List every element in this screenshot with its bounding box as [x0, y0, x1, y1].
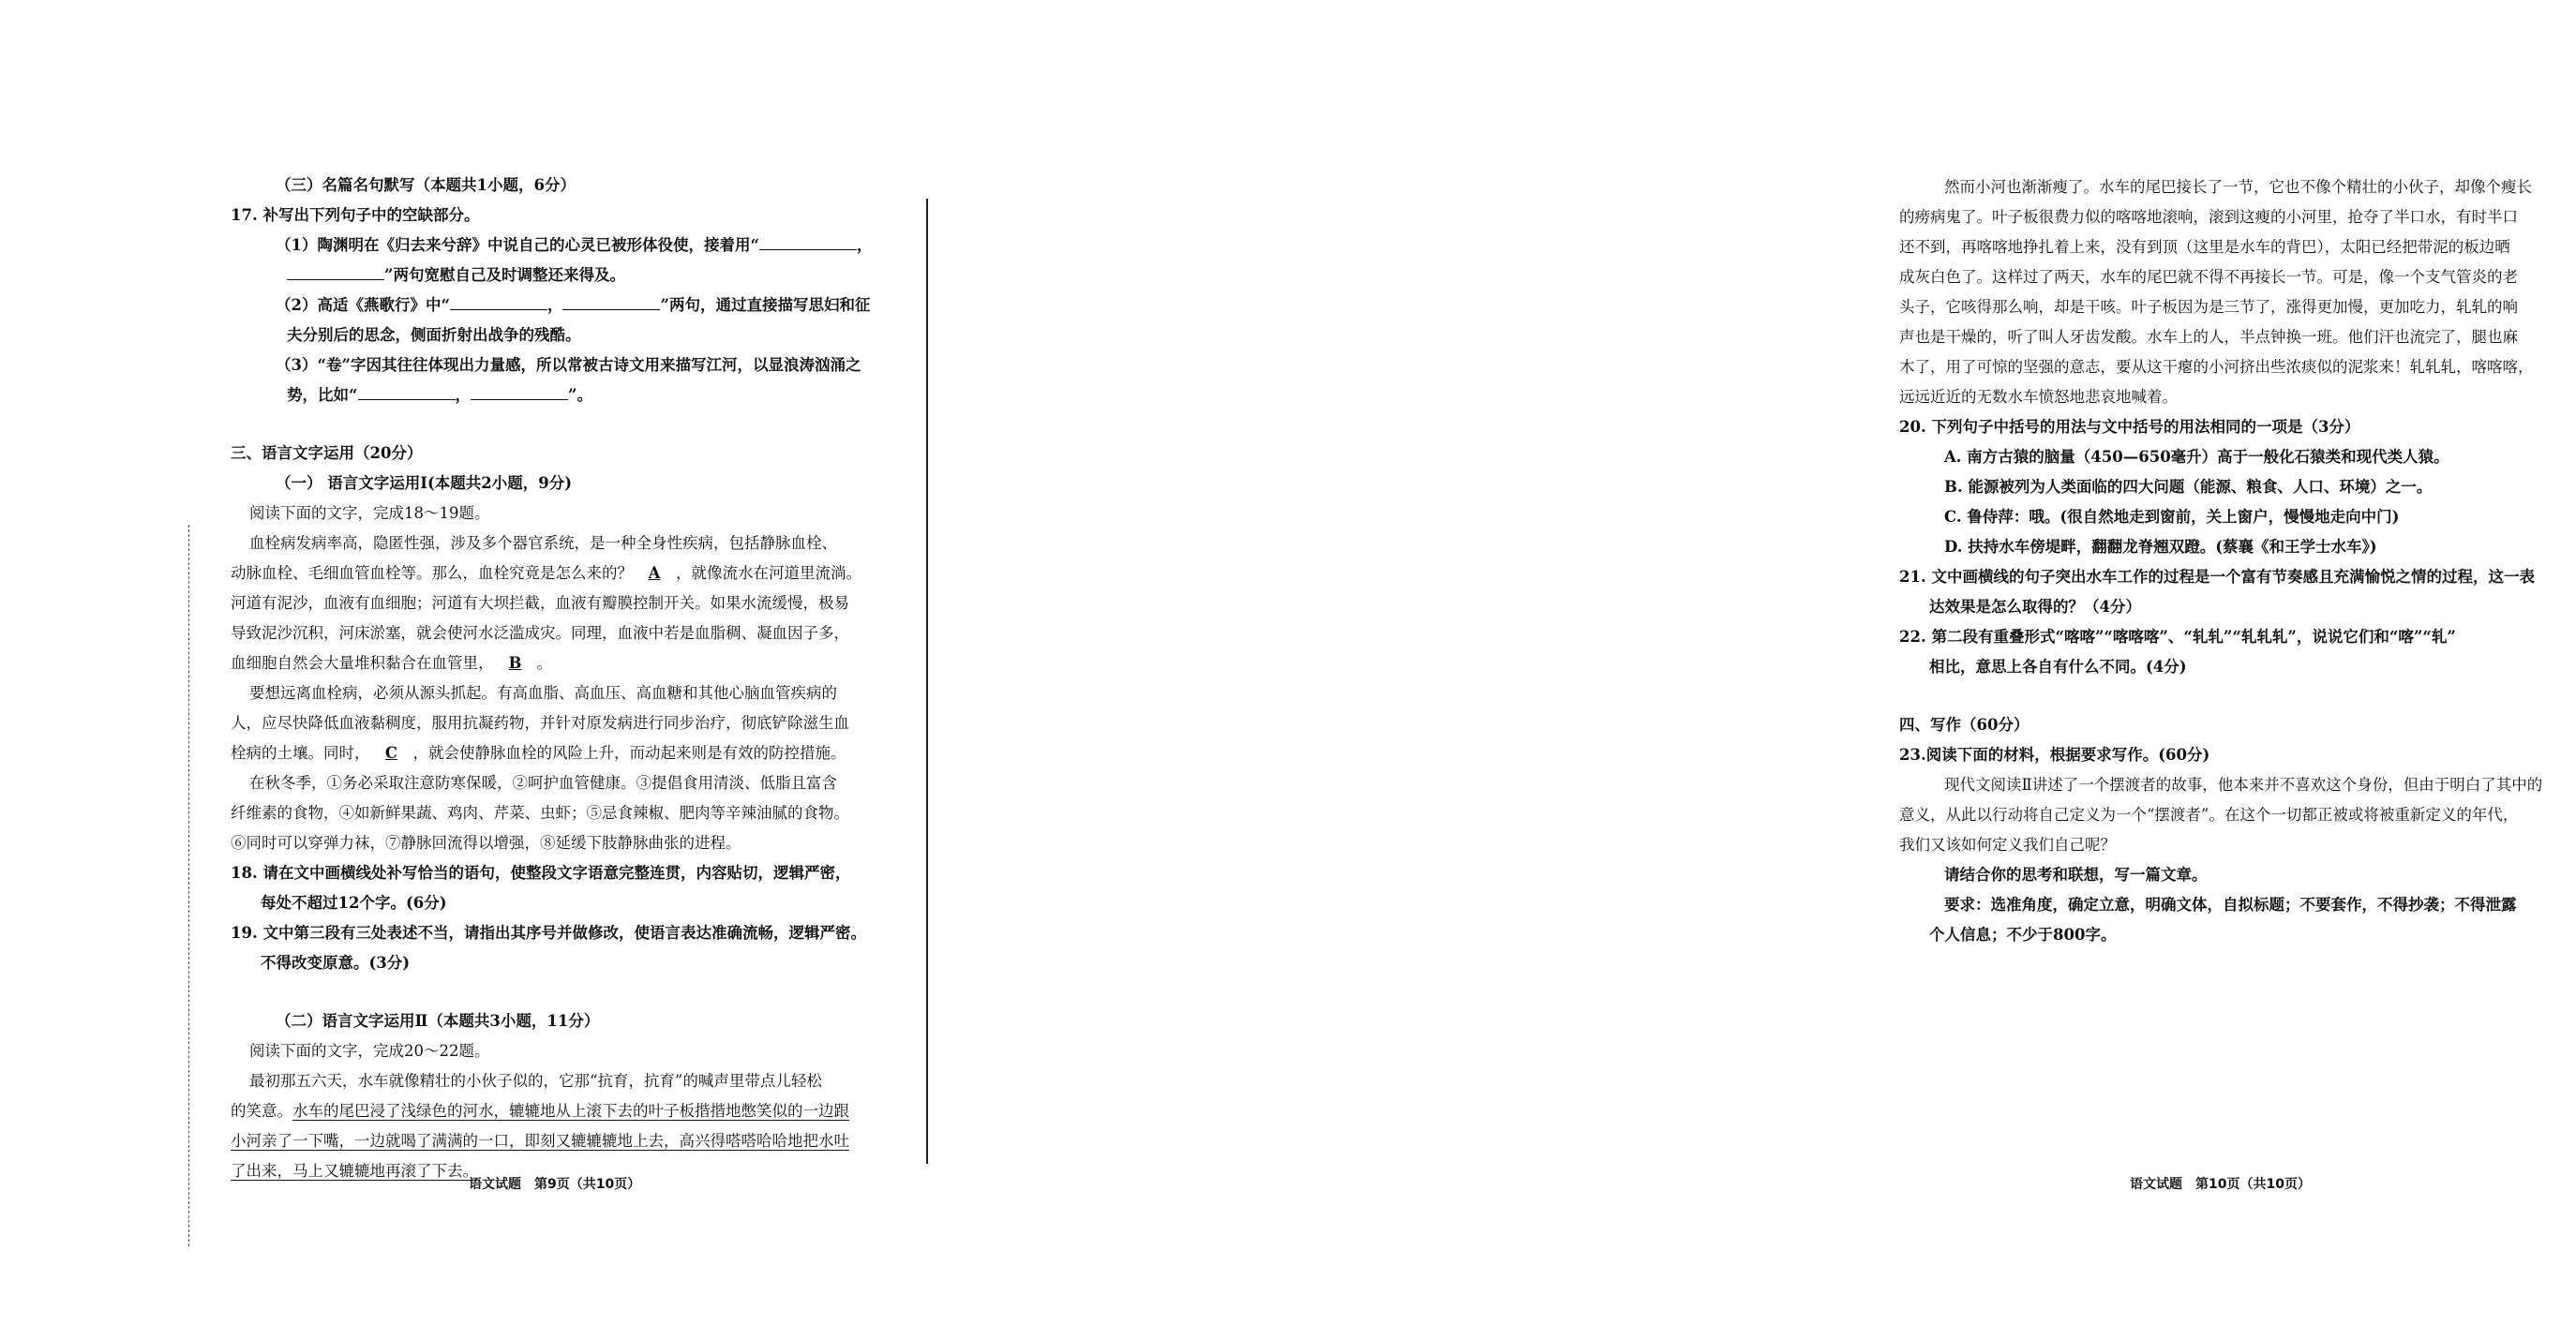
answer-blank[interactable]	[287, 262, 384, 280]
text-line: 木了，用了可惊的坚强的意志，要从这干瘪的小河挤出些浓痰似的泥浆来！轧轧轧，喀喀喀，	[1899, 358, 2534, 376]
text-segment: （2）高适《燕歌行》中“	[276, 296, 450, 314]
text-line: 人，应尽快降低血液黏稠度，服用抗凝药物，并针对原发病进行同步治疗，彻底铲除滋生血	[231, 714, 849, 732]
text-segment: 栓病的土壤。同时，	[231, 744, 370, 762]
text-segment: ，就会使静脉血栓的风险上升，而动起来则是有效的防控措施。	[412, 744, 846, 762]
text-line: 不得改变原意。(3分)	[261, 954, 411, 972]
text-line: 导致泥沙沉积，河床淤塞，就会使河水泛滥成灾。同理，血液中若是血脂稠、凝血因子多，	[231, 624, 849, 642]
text-segment: 动脉血栓、毛细血管血栓等。那么，血栓究竟是怎么来的？	[231, 564, 633, 582]
text-segment: ，	[856, 236, 873, 254]
answer-blank[interactable]	[562, 292, 660, 310]
text-line: 18. 请在文中画横线处补写恰当的语句，使整段文字语意完整连贯，内容贴切，逻辑严密，	[231, 864, 851, 882]
text-line: 纤维素的食物，④如新鲜果蔬、鸡肉、芹菜、虫虾；⑤忌食辣椒、肥肉等辛辣油腻的食物。	[231, 804, 849, 822]
text-line: 四、写作（60分）	[1899, 716, 2029, 734]
page-9-footer: 语文试题 第9页（共10页）	[469, 1177, 641, 1192]
text-line: 声也是干燥的，听了叫人牙齿发酸。水车上的人，半点钟换一班。他们汗也流完了，腿也麻	[1899, 328, 2518, 346]
text-line: 阅读下面的文字，完成20～22题。	[249, 1042, 490, 1060]
section-spacer	[231, 410, 887, 439]
text-line: 要求：选准角度，确定立意，明确文体，自拟标题；不要套作，不得抄袭；不得泄露	[1944, 896, 2517, 914]
text-line: 头子，它咳得那么响，却是干咳。叶子板因为是三节了，涨得更加慢，更加吃力，轧轧的响	[1899, 298, 2518, 316]
text-line: （三）名篇名句默写（本题共1小题，6分）	[276, 176, 576, 194]
text-segment: ，就像流水在河道里流淌。	[676, 564, 861, 582]
text-line	[231, 380, 887, 410]
text-segment: ”两句，通过直接描写思妇和征	[660, 296, 871, 314]
text-line: A. 南方古猿的脑量（450—650毫升）高于一般化石猿类和现代类人猿。	[1944, 448, 2449, 466]
text-line: 还不到，再喀喀地挣扎着上来，没有到顶（这里是水车的背巴），太阳已经把带泥的板边晒	[1899, 238, 2510, 256]
text-segment: ，	[455, 386, 471, 404]
text-line: 个人信息；不少于800字。	[1929, 926, 2117, 944]
text-line: 阅读下面的文字，完成18～19题。	[249, 504, 490, 522]
text-line: 21. 文中画横线的句子突出水车工作的过程是一个富有节奏感且充满愉悦之情的过程，这一表	[1899, 568, 2535, 586]
text-line: ⑥同时可以穿弹力袜，⑦静脉回流得以增强，⑧延缓下肢静脉曲张的进程。	[231, 834, 741, 852]
text-segment: 。	[536, 654, 552, 672]
text-line: 相比，意思上各自有什么不同。(4分)	[1929, 658, 2187, 676]
answer-blank[interactable]	[450, 292, 547, 310]
text-line: 最初那五六天，水车就像精壮的小伙子似的，它那“抗育，抗育”的喊声里带点儿轻松	[249, 1072, 822, 1090]
text-segment: 血细胞自然会大量堆积黏合在血管里，	[231, 654, 494, 672]
exam-page-10	[928, 0, 2543, 1325]
text-line: 血栓病发病率高，隐匿性强，涉及多个器官系统，是一种全身性疾病，包括静脉血栓、	[249, 534, 837, 552]
text-segment: ”。	[568, 386, 592, 404]
text-line	[231, 1126, 887, 1156]
text-line: D. 扶持水车傍堤畔，翻翻龙脊翘双蹬。(蔡襄《和王学士水车》)	[1944, 538, 2377, 556]
text-line: 夫分别后的思念，侧面折射出战争的残酷。	[287, 326, 581, 344]
blank-marker: C	[384, 744, 398, 762]
text-line: 17. 补写出下列句子中的空缺部分。	[231, 206, 480, 224]
text-line: 在秋冬季，①务必采取注意防寒保暖，②呵护血管健康。③提倡食用清淡、低脂且富含	[249, 774, 837, 792]
underlined-sentence: 水车的尾巴浸了浅绿色的河水，辘辘地从上滚下去的叶子板揩揩地憋笑似的一边跟	[292, 1102, 849, 1120]
page-10-content	[1899, 172, 2576, 950]
section-spacer	[1899, 682, 2576, 710]
page-10-footer: 语文试题 第10页（共10页）	[2130, 1177, 2311, 1192]
text-line: （一） 语言文字运用Ⅰ(本题共2小题，9分)	[276, 474, 573, 492]
text-line	[231, 261, 887, 290]
blank-marker: B	[508, 654, 522, 672]
answer-blank[interactable]	[358, 382, 456, 400]
text-segment: ，	[547, 296, 563, 314]
text-segment: 势，比如“	[287, 386, 358, 404]
text-line: B. 能源被列为人类面临的四大问题（能源、粮食、人口、环境）之一。	[1944, 478, 2433, 496]
text-line	[231, 738, 887, 768]
text-line	[231, 1096, 887, 1126]
underlined-sentence: 小河亲了一下嘴，一边就喝了满满的一口，即刻又辘辘辘地上去，高兴得嗒嗒哈哈地把水吐	[231, 1132, 849, 1150]
text-line: 远远近近的无数水车愤怒地悲哀地喊着。	[1899, 388, 2178, 406]
text-line: C. 鲁侍萍：哦。(很自然地走到窗前，关上窗户，慢慢地走向中门)	[1944, 508, 2400, 526]
answer-blank[interactable]	[471, 382, 568, 400]
text-line	[231, 290, 887, 320]
text-line: 20. 下列句子中括号的用法与文中括号的用法相同的一项是（3分）	[1899, 418, 2360, 436]
answer-blank[interactable]	[759, 232, 857, 250]
text-line: 的痨病鬼了。叶子板很费力似的喀喀地滚响，滚到这瘦的小河里，抢夺了半口水，有时半口	[1899, 208, 2518, 226]
text-line: （3）“卷”字因其往往体现出力量感，所以常被古诗文用来描写江河，以显浪涛汹涌之	[276, 356, 861, 374]
text-line	[231, 648, 887, 678]
page-9-content	[231, 171, 887, 1186]
text-segment: （1）陶渊明在《归去来兮辞》中说自己的心灵已被形体役使，接着用“	[276, 236, 759, 254]
text-line	[231, 558, 887, 588]
text-line: 每处不超过12个字。(6分)	[261, 894, 447, 912]
text-line: 然而小河也渐渐瘦了。水车的尾巴接长了一节，它也不像个精壮的小伙子，却像个瘦长	[1944, 178, 2532, 196]
text-line: （二）语言文字运用Ⅱ（本题共3小题，11分）	[276, 1012, 600, 1030]
text-line: 达效果是怎么取得的？（4分）	[1929, 598, 2141, 616]
text-line: 23.阅读下面的材料，根据要求写作。(60分)	[1899, 746, 2210, 764]
text-line: 三、语言文字运用（20分）	[231, 444, 423, 462]
text-segment: ”两句宽慰自己及时调整还来得及。	[384, 266, 625, 284]
text-segment: 的笑意。	[231, 1102, 292, 1120]
text-line	[231, 231, 887, 261]
text-line: 要想远离血栓病，必须从源头抓起。有高血脂、高血压、高血糖和其他心脑血管疾病的	[249, 684, 837, 702]
text-line: 河道有泥沙，血液有血细胞；河道有大坝拦截，血液有瓣膜控制开关。如果水流缓慢，极易	[231, 594, 849, 612]
text-line: 成灰白色了。这样过了两天，水车的尾巴就不得不再接长一节。可是，像一个支气管炎的老	[1899, 268, 2518, 286]
section-spacer	[231, 978, 887, 1006]
text-line: 22. 第二段有重叠形式“喀喀”“喀喀喀”、“轧轧”“轧轧轧”，说说它们和“喀”“轧”	[1899, 628, 2456, 646]
text-line: 意义，从此以行动将自己定义为一个“摆渡者”。在这个一切都正被或将被重新定义的年代，	[1899, 806, 2519, 824]
blank-marker: A	[648, 564, 661, 582]
text-line: 现代文阅读Ⅱ讲述了一个摆渡者的故事，他本来并不喜欢这个身份，但由于明白了其中的	[1944, 776, 2543, 794]
text-line: 请结合你的思考和联想，写一篇文章。	[1944, 866, 2208, 884]
text-line: 19. 文中第三段有三处表述不当，请指出其序号并做修改，使语言表达准确流畅，逻辑严密。	[231, 924, 866, 942]
binding-line	[188, 525, 189, 1246]
underlined-sentence: 了出来，马上又辘辘地再滚了下去。	[231, 1162, 478, 1180]
text-line: 我们又该如何定义我们自己呢？	[1899, 836, 2116, 854]
exam-page-9	[0, 0, 923, 1325]
